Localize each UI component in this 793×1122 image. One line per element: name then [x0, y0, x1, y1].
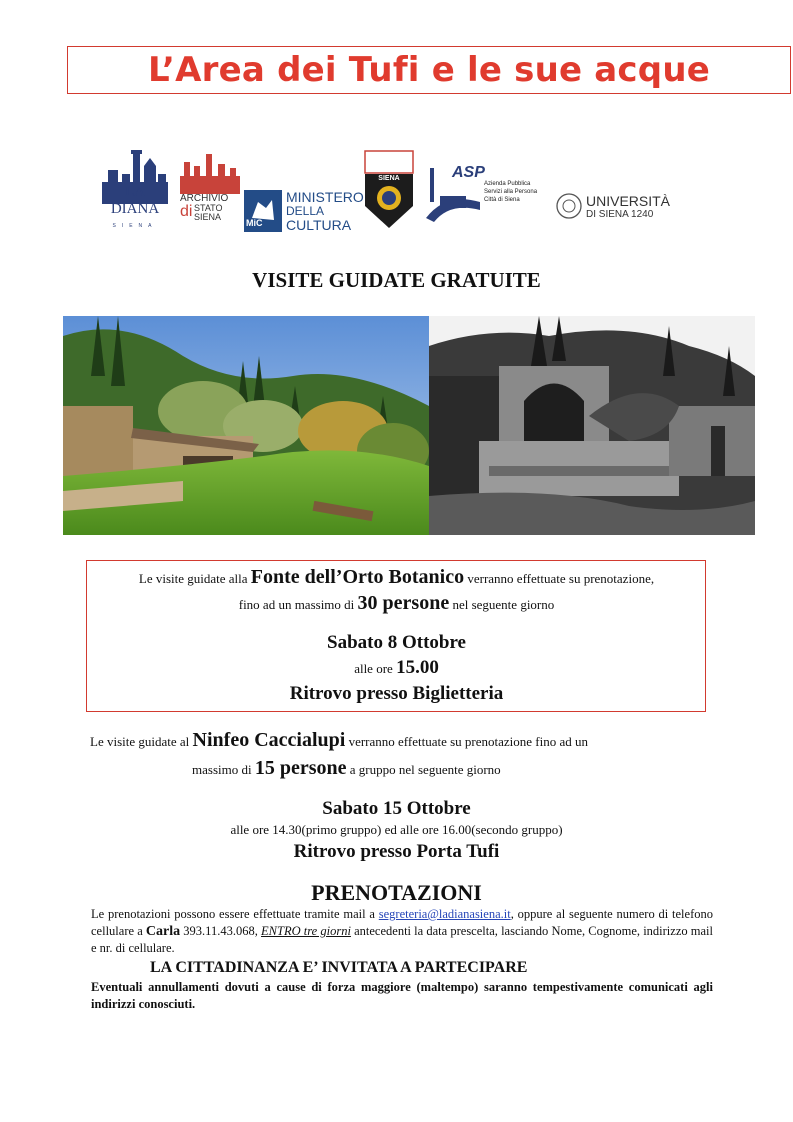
event1-intro: [0, 566, 793, 589]
page-title: L’Area dei Tufi e le sue acque: [147, 50, 710, 90]
mic-label: MiC: [246, 218, 263, 228]
event1-time-a: alle ore: [354, 661, 397, 676]
universita-siena-logo: [556, 188, 686, 228]
ministero-line1: MINISTERO: [286, 189, 364, 205]
event1-time-value: 15.00: [396, 657, 439, 678]
event1-place: Fonte dell’Orto Botanico: [250, 566, 465, 588]
event1-limit: [0, 592, 793, 615]
photo-ninfeo-caccialupi: [429, 316, 755, 535]
unisi-line1: UNIVERSITÀ: [586, 193, 671, 209]
event2-limit-value: 15 persone: [254, 757, 347, 779]
photo-fonte-orto-botanico: [63, 316, 429, 535]
unisi-seal-icon: [556, 192, 582, 220]
lions-shield-icon: [364, 150, 414, 230]
event2-place: Ninfeo Caccialupi: [192, 729, 346, 751]
ministero-cultura-logo: [244, 188, 364, 234]
title-box: [67, 46, 791, 94]
event1-intro-b: verranno effettuate su prenotazione,: [464, 571, 655, 586]
booking-text: [91, 906, 713, 957]
archivio-line1: ARCHIVIO: [180, 193, 229, 204]
archivio-skyline-icon: [180, 152, 240, 194]
archivio-stato: [194, 204, 223, 222]
event2-intro-a: Le visite guidate al: [90, 734, 193, 749]
ministero-line3: CULTURA: [286, 217, 352, 233]
invite-text: LA CITTADINANZA E’ INVITATA A PARTECIPARE: [150, 959, 528, 976]
event2-times: alle ore 14.30(primo gruppo) ed alle ore 16.00(secondo gruppo): [230, 822, 563, 837]
asp-text: [484, 180, 537, 204]
event1-time: [0, 657, 793, 679]
event2-intro-b: verranno effettuate su prenotazione fino ad un: [345, 734, 589, 749]
archivio-di: di: [180, 203, 193, 220]
archivio-stato-word: STATO: [194, 203, 223, 213]
booking-phone: 393.11.43.068,: [180, 924, 262, 938]
archivio-stato-logo: [180, 152, 242, 232]
asp-logo: [426, 162, 541, 232]
booking-deadline: ENTRO tre giorni: [261, 924, 351, 938]
photos: [63, 316, 755, 535]
event1-limit-a: fino ad un massimo di: [238, 597, 358, 612]
booking-t1: Le prenotazioni possono essere effettuate tramite mail a: [91, 907, 379, 921]
notice-text: Eventuali annullamenti dovuti a cause di forza maggiore (maltempo) saranno tempestivamente comunicati agli indirizzi conosciuti.: [91, 980, 713, 1011]
event2-limit-b: a gruppo nel seguente giorno: [346, 762, 501, 777]
la-diana-name: LA DIANA: [110, 184, 160, 217]
archivio-siena-word: SIENA: [194, 212, 222, 222]
ministero-text: [286, 190, 364, 232]
booking-email-link[interactable]: segreteria@ladianasiena.it: [378, 907, 511, 921]
event1-intro-a: Le visite guidate alla: [138, 571, 251, 586]
event1-date: Sabato 8 Ottobre: [327, 632, 466, 653]
ministero-line2: DELLA: [286, 204, 325, 218]
la-diana-logo: [100, 148, 170, 232]
event1-limit-value: 30 persone: [357, 592, 450, 614]
event2-limit: [192, 757, 501, 780]
unisi-line2: DI SIENA 1240: [586, 209, 654, 220]
asp-line1: Azienda Pubblica: [484, 181, 531, 187]
booking-t2: , oppure al seguente numero di telefono cellulare a: [91, 907, 713, 938]
asp-mark: ASP: [452, 164, 485, 181]
la-diana-sub: SIENA: [112, 223, 158, 229]
event2-meeting: Ritrovo presso Porta Tufi: [293, 841, 500, 862]
event2-date: Sabato 15 Ottobre: [322, 798, 471, 819]
booking-contact: Carla: [145, 924, 181, 939]
booking-heading: PRENOTAZIONI: [311, 880, 482, 905]
asp-line2: Servizi alla Persona: [484, 189, 538, 195]
event1-meeting: Ritrovo presso Biglietteria: [289, 683, 504, 704]
event2-limit-a: massimo di: [192, 762, 255, 777]
booking-t3: antecedenti la data prescelta, lasciando Nome, Cognome, indirizzo mail e nr. di cellulare.: [91, 924, 714, 955]
event1-limit-b: nel seguente giorno: [449, 597, 555, 612]
lions-club-logo: [364, 150, 416, 232]
section-heading: VISITE GUIDATE GRATUITE: [252, 268, 541, 292]
asp-line3: Città di Siena: [484, 197, 520, 203]
sponsor-logos: [96, 148, 696, 238]
event2-intro: [90, 729, 588, 752]
lions-label: SIENA: [378, 175, 400, 182]
